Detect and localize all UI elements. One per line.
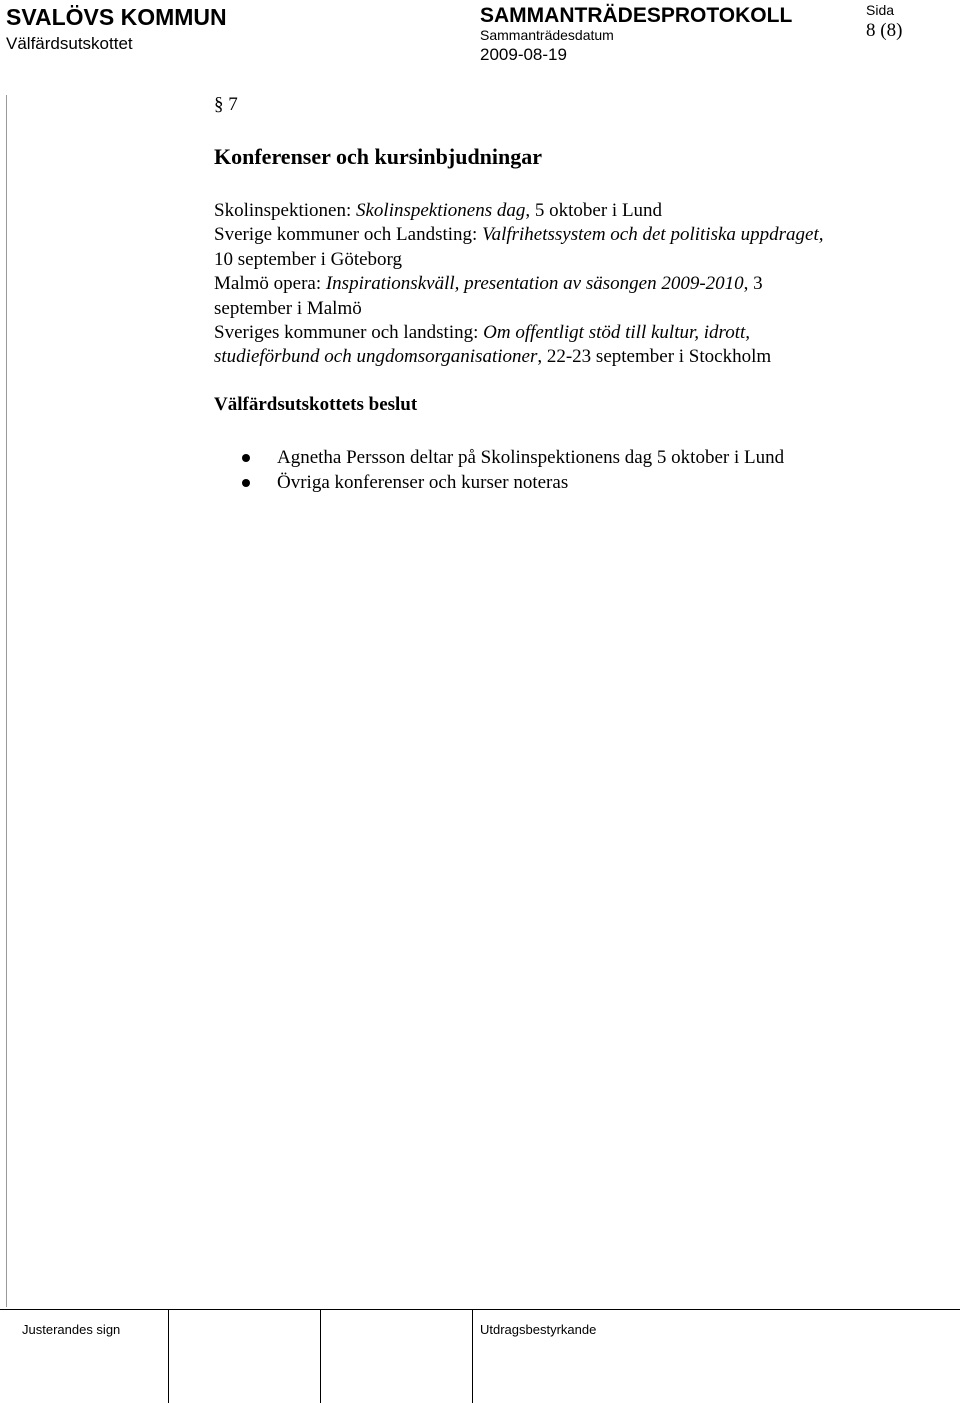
footer-cell-divider — [168, 1309, 169, 1403]
section-title: Konferenser och kursinbjudningar — [214, 144, 543, 169]
document-type: SAMMANTRÄDESPROTOKOLL — [480, 4, 793, 27]
invitation-list — [214, 199, 914, 370]
footer-cell-divider — [320, 1309, 321, 1403]
page-number: 8 (8) — [866, 20, 903, 41]
bullet-icon — [242, 479, 250, 487]
footer-cell-divider — [472, 1309, 473, 1403]
invitation-line: studieförbund och ungdomsorganisationer, 22-23 september i Stockholm — [214, 346, 772, 368]
department-name: Välfärdsutskottet — [6, 34, 133, 53]
meeting-date: 2009-08-19 — [480, 45, 567, 64]
bullet-icon — [242, 454, 250, 462]
footer-divider — [0, 1309, 960, 1310]
invitation-line: Skolinspektionen: Skolinspektionens dag, 5 oktober i Lund — [214, 200, 663, 221]
invitation-line: Malmö opera: Inspirationskväll, presentation av säsongen 2009-2010, 3 — [214, 273, 763, 295]
invitation-line: september i Malmö — [214, 297, 362, 319]
decision-item: Agnetha Persson deltar på Skolinspektionens dag 5 oktober i Lund — [240, 445, 784, 470]
meeting-date-label: Sammanträdesdatum — [480, 27, 614, 43]
decision-heading: Välfärdsutskottets beslut — [214, 394, 418, 415]
decision-list — [240, 445, 784, 495]
margin-rule — [6, 95, 7, 1307]
section-number: § 7 — [214, 94, 238, 115]
invitation-line: 10 september i Göteborg — [214, 248, 403, 270]
signature-label: Justerandes sign — [22, 1322, 121, 1337]
organization-name: SVALÖVS KOMMUN — [6, 4, 227, 30]
decision-item: Övriga konferenser och kurser noteras — [240, 470, 784, 495]
page-label: Sida — [866, 2, 895, 18]
invitation-line: Sveriges kommuner och landsting: Om offentligt stöd till kultur, idrott, — [214, 322, 751, 344]
certified-extract-label: Utdragsbestyrkande — [480, 1322, 597, 1337]
invitation-line: Sverige kommuner och Landsting: Valfrihetssystem och det politiska uppdraget, — [214, 224, 824, 246]
